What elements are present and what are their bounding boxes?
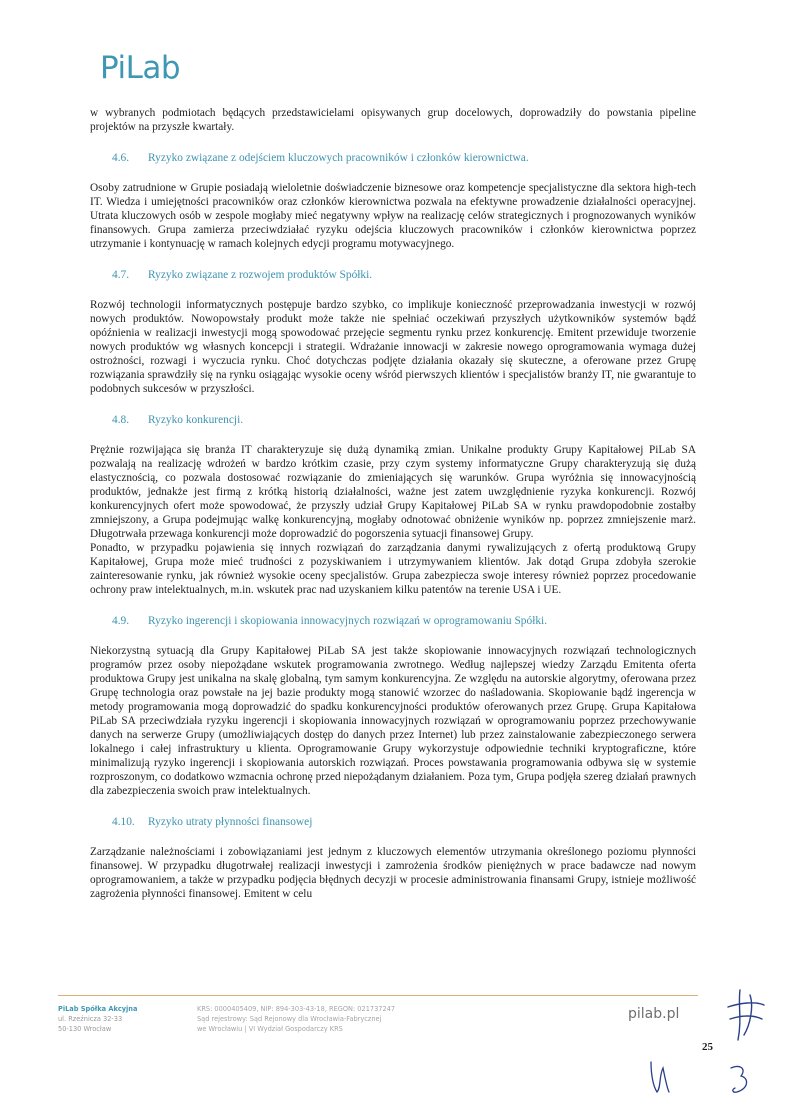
section-heading-4-6 — [112, 151, 696, 165]
handwritten-initials-signature — [720, 985, 770, 1045]
footer-divider — [58, 995, 698, 996]
section-title: Ryzyko związane z rozwojem produktów Spółki. — [148, 269, 373, 281]
section-paragraph: Prężnie rozwijająca się branża IT charakteryzuje się dużą dynamiką zmian. Unikalne produkty Grupy Kapitałowej PiLab SA pozwalają na realizację wdrożeń w bardzo krótkim czasie, przy czym systemy informatyczne Grupy charakteryzują się dużą elastycznością, co pozwala dostosować rozwiązanie do zmieniających się warunków. Grupa wyróżnia się innowacyjnością produktów, jednakże jest firmą z krótką historią działalności, ważne jest zatem uwzględnienie ryzyka konkurencji. Rozwój konkurencyjnych ofert może spowodować, że przyszły udział Grupy Kapitałowej PiLab SA w rynku prawdopodobnie zostałby zmniejszony, a Grupa podejmując walkę konkurencyjną, mogłaby odnotować obniżenie wyników np. poprzez zmniejszenie marż. Długotrwała przewaga konkurencji może doprowadzić do pogorszenia sytuacji finansowej Grupy. — [90, 444, 696, 540]
section-number: 4.10. — [112, 816, 135, 828]
section-paragraph: Zarządzanie należnościami i zobowiązaniami jest jednym z kluczowych elementów utrzymania określonego poziomu płynności finansowej. W przypadku długotrwałej realizacji inwestycji i zamrożenia środków pieniężnych w prace badawcze nad nowym oprogramowaniem, a także w przypadku podjęcia błędnych decyzji w procesie administrowania finansami Grupy, istnieje możliwość zagrożenia płynności finansowej. Emitent w celu — [90, 846, 696, 900]
page-number: 25 — [702, 1041, 713, 1053]
section-title: Ryzyko konkurencji. — [148, 414, 244, 426]
footer-company-block — [58, 1004, 137, 1034]
section-title: Ryzyko związane z odejściem kluczowych pracowników i członków kierownictwa. — [148, 152, 529, 164]
footer-website-link[interactable]: pilab.pl — [628, 1006, 680, 1022]
footer-company-name: PiLab Spółka Akcyjna — [58, 1005, 138, 1013]
document-body — [90, 106, 696, 901]
section-number: 4.9. — [112, 615, 130, 627]
footer-registration-line: KRS: 0000405409, NIP: 894-303-43-18, REGON: 021737247 — [197, 1005, 396, 1013]
section-paragraph: Niekorzystną sytuacją dla Grupy Kapitałowej PiLab SA jest także skopiowanie innowacyjnych rozwiązań technologicznych programów przez osoby niepożądane wskutek programowania zwrotnego. Według najlepszej wiedzy Zarządu Emitenta oferta produktowa Grupy jest unikalna na skalę globalną, tym samym konkurencyjna. Ze względu na autorskie algorytmy, oferowana przez Grupę technologia oraz powstałe na jej bazie produkty mogą stanowić wzorzec do naśladowania. Skopiowanie bądź ingerencja w metody programowania mogą doprowadzić do spadku konkurencyjności produktów oferowanych przez Grupę. Grupa Kapitałowa PiLab SA przeciwdziała ryzyku ingerencji i skopiowania innowacyjnych rozwiązań w oprogramowaniu poprzez przechowywanie danych na serwerze Grupy (umożliwiających dostęp do danych przez Internet) lub przez zainstalowanie zabezpieczonego serwera lokalnego i całej infrastruktury u klienta. Oprogramowanie Grupy wykorzystuje odpowiednie techniki kryptograficzne, które minimalizują ryzyko ingerencji i skopiowania autorskich rozwiązań. Proces powstawania programowania odbywa się w systemie rozproszonym, co dodatkowo wzmacnia ochronę przed niepożądanym działaniem. Poza tym, Grupa podjęła szereg działań prawnych dla zabezpieczenia swoich praw intelektualnych. — [90, 645, 696, 797]
section-paragraph: Ponadto, w przypadku pojawienia się innych rozwiązań do zarządzania danymi rywalizujących z ofertą produktową Grupy Kapitałowej, Grupa może mieć trudności z pozyskiwaniem i utrzymywaniem klientów. Jak dotąd Grupa zdobyła szerokie zainteresowanie rynku, jak również wysokie oceny specjalistów. Grupa zabezpiecza swoje interesy również poprzez procedowanie ochrony praw intelektualnych, m.in. wskutek prac nad uzyskaniem kilku patentów na terenie USA i UE. — [90, 542, 696, 596]
section-heading-4-9 — [112, 614, 696, 628]
section-title: Ryzyko utraty płynności finansowej — [148, 816, 313, 828]
handwritten-initial-signature — [645, 1058, 675, 1098]
footer-address-line: ul. Rzeźnicza 32-33 — [58, 1015, 123, 1023]
section-number: 4.6. — [112, 152, 130, 164]
section-number: 4.8. — [112, 414, 130, 426]
section-heading-4-7 — [112, 268, 696, 282]
intro-paragraph: w wybranych podmiotach będących przedstawicielami opisywanych grup docelowych, doprowadziły do powstania pipeline projektów na przyszłe kwartały. — [90, 107, 696, 133]
footer-registration-line: we Wrocławiu | VI Wydział Gospodarczy KRS — [197, 1025, 343, 1033]
company-logo: PiLab — [100, 50, 181, 86]
section-heading-4-10 — [112, 815, 696, 829]
footer-registration-line: Sąd rejestrowy: Sąd Rejonowy dla Wrocławia-Fabrycznej — [197, 1015, 382, 1023]
handwritten-mark-signature — [725, 1062, 755, 1098]
section-number: 4.7. — [112, 269, 130, 281]
section-paragraph: Rozwój technologii informatycznych postępuje bardzo szybko, co implikuje konieczność przeprowadzania inwestycji w rozwój nowych produktów. Nowopowstały produkt może także nie spełniać oczekiwań przyszłych użytkowników systemów bądź opóźnienia w realizacji inwestycji mogą spowodować przejęcie segmentu rynku przez konkurencję. Emitent przewiduje tworzenie nowych produktów wg własnych koncepcji i strategii. Wdrażanie innowacji w zakresie nowego oprogramowania wymaga dużej ostrożności, rozwagi i wyczucia rynku. Choć dotychczas podjęte działania okazały się skuteczne, a oferowane przez Grupę rozwiązania sprawdziły się na rynku osiągając wysokie oceny wśród pierwszych klientów i specjalistów branży IT, nie gwarantuje to podobnych sukcesów w przyszłości. — [90, 299, 696, 395]
footer-address-line: 50-130 Wrocław — [58, 1025, 112, 1033]
section-title: Ryzyko ingerencji i skopiowania innowacyjnych rozwiązań w oprogramowaniu Spółki. — [148, 615, 548, 627]
section-heading-4-8 — [112, 413, 696, 427]
footer-registration-block — [197, 1004, 395, 1034]
section-paragraph: Osoby zatrudnione w Grupie posiadają wieloletnie doświadczenie biznesowe oraz kompetencje specjalistyczne dla sektora high-tech IT. Wiedza i umiejętności pracowników oraz członków kierownictwa pozwala na efektywne prowadzenie działalności operacyjnej. Utrata kluczowych osób w zespole mogłaby mieć negatywny wpływ na realizację celów strategicznych i prognozowanych wyników finansowych. Grupa zamierza przeciwdziałać ryzyku odejścia kluczowych pracowników i członków kierownictwa poprzez utrzymanie i kontynuację w ramach kolejnych edycji programu motywacyjnego. — [90, 182, 696, 250]
